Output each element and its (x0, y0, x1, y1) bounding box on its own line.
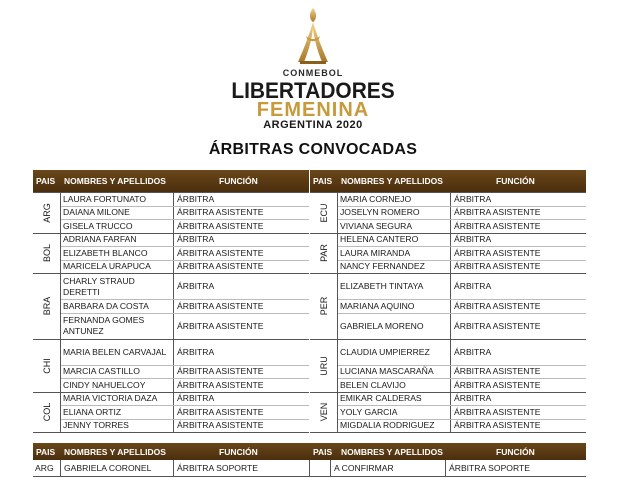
support-role: ÁRBITRA SOPORTE (177, 463, 259, 473)
header-pais: PAIS (36, 176, 56, 186)
table-row (61, 261, 309, 274)
country-code-cell (310, 340, 338, 392)
referee-name: NANCY FERNANDEZ (338, 261, 451, 274)
referee-name: MARCIA CASTILLO (61, 366, 174, 379)
support-role: ÁRBITRA SOPORTE (449, 463, 531, 473)
table-row (338, 234, 586, 248)
table-bottom-border (33, 432, 309, 433)
referee-role: ÁRBITRA ASISTENTE (177, 420, 264, 431)
country-code: CHI (41, 357, 52, 374)
header-pais: PAIS (36, 447, 56, 457)
table-bottom-border (310, 432, 586, 433)
table-row (61, 420, 309, 433)
country-group-per (310, 273, 586, 339)
referee-role: ÁRBITRA ASISTENTE (454, 207, 541, 218)
country-code: URU (318, 355, 329, 376)
country-code: BOL (41, 244, 52, 263)
referee-name: GABRIELA MORENO (338, 314, 451, 339)
country-group-ven (310, 392, 586, 433)
referee-name: JENNY TORRES (61, 420, 174, 433)
header-funcion: FUNCIÓN (496, 176, 535, 186)
table-row (61, 220, 309, 233)
referee-name: JOSELYN ROMERO (338, 207, 451, 220)
referee-name: ELIZABETH BLANCO (61, 247, 174, 260)
referee-name: MARIA CORNEJO (338, 193, 451, 206)
table-row (338, 193, 586, 207)
country-group-col (33, 392, 309, 433)
referee-role: ÁRBITRA ASISTENTE (177, 261, 264, 272)
table-row (338, 366, 586, 380)
country-code-cell (310, 274, 338, 339)
country-code: ECU (318, 203, 329, 223)
referee-name: YOLY GARCIA (338, 406, 451, 419)
country-group-bra (33, 273, 309, 339)
referee-name: FERNANDA GOMES ANTUNEZ (61, 314, 174, 339)
referee-name: CLAUDIA UMPIERREZ (338, 340, 451, 365)
country-group-chi (33, 339, 309, 392)
referee-role: ÁRBITRA (177, 393, 215, 404)
table-row (338, 247, 586, 261)
referee-role: ÁRBITRA (177, 281, 215, 291)
country-code-cell (310, 234, 338, 274)
referee-name: ELIANA ORTIZ (61, 406, 174, 419)
country-code-cell (33, 393, 61, 433)
header-nombres: NOMBRES Y APELLIDOS (341, 447, 443, 457)
table-row (338, 274, 586, 300)
country-code: VEN (318, 402, 329, 422)
table-row (61, 234, 309, 248)
referees-right-column (310, 170, 586, 433)
referee-role: ÁRBITRA ASISTENTE (177, 379, 264, 390)
referees-left-column (33, 170, 309, 433)
femenina-label: FEMENINA (256, 99, 370, 121)
table-row (338, 207, 586, 221)
table-row (338, 220, 586, 233)
table-row (61, 314, 309, 339)
header-pais: PAIS (313, 447, 333, 457)
referee-name: VIVIANA SEGURA (338, 220, 451, 233)
referee-role: ÁRBITRA ASISTENTE (454, 220, 541, 231)
referee-name: HELENA CANTERO (338, 234, 451, 247)
country-code-cell (310, 193, 338, 233)
referee-name: ELIZABETH TINTAYA (338, 274, 451, 299)
country-group-par (310, 233, 586, 274)
referee-role: ÁRBITRA ASISTENTE (454, 379, 541, 390)
referee-role: ÁRBITRA (454, 193, 492, 204)
referee-role: ÁRBITRA ASISTENTE (454, 247, 541, 258)
country-code-cell (33, 340, 61, 392)
country-group-uru (310, 339, 586, 392)
referee-name: GISELA TRUCCO (61, 220, 174, 233)
header-nombres: NOMBRES Y APELLIDOS (64, 176, 166, 186)
country-code-cell (310, 393, 338, 433)
referee-name: LAURA MIRANDA (338, 247, 451, 260)
referee-role: ÁRBITRA ASISTENTE (454, 420, 541, 431)
referee-role: ÁRBITRA (454, 393, 492, 404)
referee-role: ÁRBITRA ASISTENTE (454, 366, 541, 377)
table-row (61, 406, 309, 420)
country-code: ARG (41, 202, 52, 223)
country-code-cell (33, 274, 61, 339)
referee-name: EMIKAR CALDERAS (338, 393, 451, 406)
header-nombres: NOMBRES Y APELLIDOS (64, 447, 166, 457)
table-row (61, 393, 309, 407)
referee-role: ÁRBITRA (454, 281, 492, 291)
referee-role: ÁRBITRA (177, 193, 215, 204)
country-group-arg (33, 192, 309, 233)
referee-name: CINDY NAHUELCOY (61, 379, 174, 392)
referee-role: ÁRBITRA ASISTENTE (177, 406, 264, 417)
table-row (338, 314, 586, 339)
conmebol-label: CONMEBOL (282, 68, 344, 78)
referee-name: DAIANA MILONE (61, 207, 174, 220)
table-row (61, 379, 309, 392)
table-header (310, 170, 586, 192)
header-funcion: FUNCIÓN (496, 447, 535, 457)
support-header (33, 443, 586, 460)
table-row (61, 193, 309, 207)
table-row (338, 393, 586, 407)
table-row (61, 366, 309, 380)
support-table (33, 443, 586, 477)
table-row (338, 420, 586, 433)
referee-name: MARIANA AQUINO (338, 300, 451, 313)
referee-role: ÁRBITRA ASISTENTE (177, 220, 264, 231)
country-code: COL (41, 402, 52, 422)
country-code: BRA (41, 296, 52, 316)
table-row (338, 300, 586, 314)
table-header (33, 170, 309, 192)
referee-name: BELEN CLAVIJO (338, 379, 451, 392)
referee-role: ÁRBITRA ASISTENTE (454, 300, 541, 311)
table-row (61, 207, 309, 221)
table-row (338, 406, 586, 420)
referee-name: BARBARA DA COSTA (61, 300, 174, 313)
referee-role: ÁRBITRA ASISTENTE (177, 207, 264, 218)
referees-table (33, 170, 586, 482)
table-row (338, 261, 586, 274)
referee-name: LAURA FORTUNATO (61, 193, 174, 206)
referee-name: MIGDALIA RODRIGUEZ (338, 420, 451, 433)
referee-name: ADRIANA FARFAN (61, 234, 174, 247)
referee-role: ÁRBITRA ASISTENTE (177, 366, 264, 377)
referee-role: ÁRBITRA ASISTENTE (454, 261, 541, 272)
page-title: ÁRBITRAS CONVOCADAS (208, 141, 418, 158)
referee-name: CHARLY STRAUD DERETTI (61, 274, 174, 299)
table-row (61, 300, 309, 314)
edition-label: ARGENTINA 2020 (263, 119, 363, 131)
support-code: ARG (35, 463, 54, 473)
country-group-bol (33, 233, 309, 274)
table-row (61, 247, 309, 261)
referee-name: MARIA VICTORIA DAZA (61, 393, 174, 406)
referee-role: ÁRBITRA ASISTENTE (177, 247, 264, 258)
country-group-ecu (310, 192, 586, 233)
referee-name: MARIA BELEN CARVAJAL (61, 340, 174, 365)
header-funcion: FUNCIÓN (219, 447, 258, 457)
header-funcion: FUNCIÓN (219, 176, 258, 186)
support-row (33, 460, 586, 477)
referee-role: ÁRBITRA ASISTENTE (177, 300, 264, 311)
table-row (61, 274, 309, 300)
referee-role: ÁRBITRA (454, 346, 492, 357)
header-nombres: NOMBRES Y APELLIDOS (341, 176, 443, 186)
table-row (338, 340, 586, 366)
referee-role: ÁRBITRA ASISTENTE (454, 406, 541, 417)
referee-role: ÁRBITRA ASISTENTE (177, 320, 264, 331)
country-code-cell (33, 234, 61, 274)
trophy-icon (288, 6, 338, 66)
referee-role: ÁRBITRA (454, 234, 492, 245)
table-row (338, 379, 586, 392)
country-code: PER (318, 296, 329, 316)
referee-role: ÁRBITRA (177, 346, 215, 357)
table-row (61, 340, 309, 366)
libertadores-label: LIBERTADORES (231, 78, 395, 103)
referee-name: MARICELA URAPUCA (61, 261, 174, 274)
referee-role: ÁRBITRA (177, 234, 215, 245)
header-pais: PAIS (313, 176, 333, 186)
country-code: PAR (318, 244, 329, 263)
country-code-cell (33, 193, 61, 233)
tournament-logo (0, 0, 626, 135)
support-name: A CONFIRMAR (334, 463, 394, 473)
referee-role: ÁRBITRA ASISTENTE (454, 320, 541, 331)
support-name: GABRIELA CORONEL (64, 463, 152, 473)
referee-name: LUCIANA MASCARAÑA (338, 366, 451, 379)
